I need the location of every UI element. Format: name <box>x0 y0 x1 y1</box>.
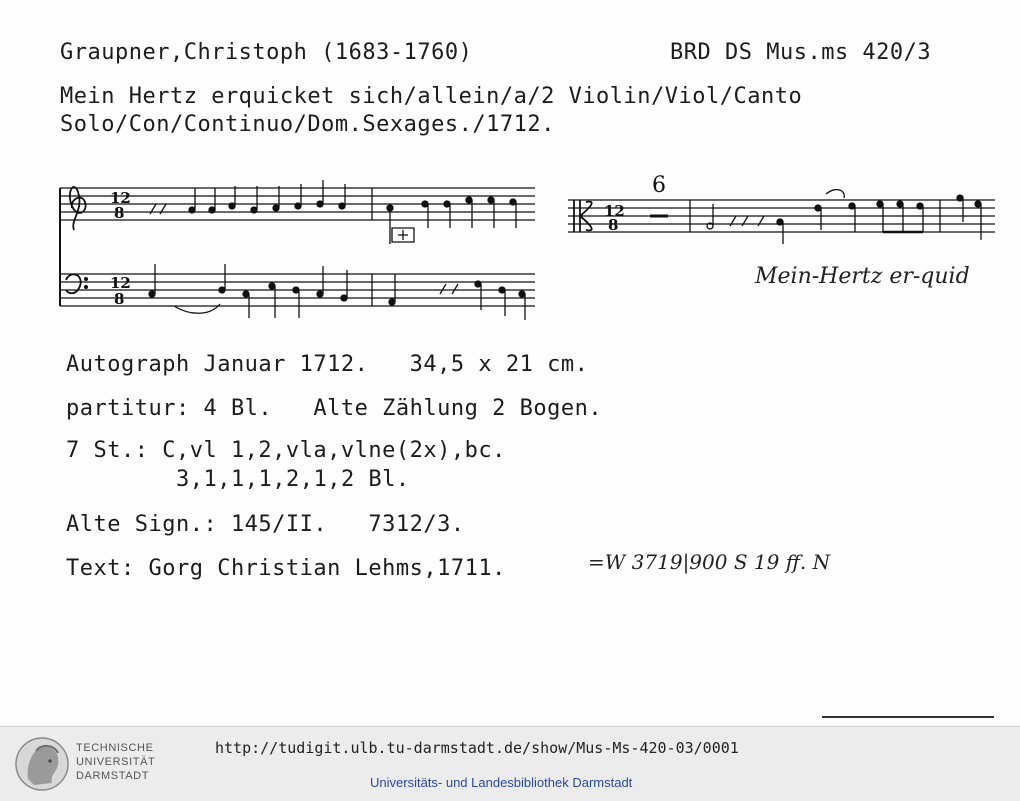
time-signature-bottom: 8 <box>114 204 125 222</box>
work-title-line-1: Mein Hertz erquicket sich/allein/a/2 Violin/Viol/Canto <box>60 84 803 109</box>
stimmen-info: 7 St.: C,vl 1,2,vla,vlne(2x),bc. <box>66 438 506 463</box>
divider-line <box>822 716 994 718</box>
music-incipit <box>0 170 1020 330</box>
treble-clef-icon <box>70 187 86 230</box>
university-name: TECHNISCHE UNIVERSITÄT DARMSTADT <box>76 742 156 782</box>
old-signature: Alte Sign.: 145/II. 7312/3. <box>66 512 465 537</box>
notes-staff-3 <box>650 190 981 244</box>
athena-head-icon <box>14 735 70 793</box>
staff-3 <box>568 200 995 232</box>
autograph-info: Autograph Januar 1712. 34,5 x 21 cm. <box>66 352 589 377</box>
notes-staff-2 <box>149 264 525 320</box>
handwritten-note: =W 3719|900 S 19 ff. N <box>588 550 831 574</box>
figured-bass-figure: 6 <box>652 173 666 198</box>
time-signature-top: 12 <box>110 274 131 292</box>
composer-header: Graupner,Christoph (1683-1760) <box>60 40 473 65</box>
library-name: Universitäts- und Landesbibliothek Darmstadt <box>370 775 633 790</box>
stimmen-counts: 3,1,1,1,2,1,2 Bl. <box>176 467 410 492</box>
time-signature-top: 12 <box>110 189 131 207</box>
shelfmark: BRD DS Mus.ms 420/3 <box>670 40 932 65</box>
text-author: Text: Gorg Christian Lehms,1711. <box>66 556 506 581</box>
incipit-lyrics: Mein-Hertz er-quid <box>755 264 970 289</box>
partitur-info: partitur: 4 Bl. Alte Zählung 2 Bogen. <box>66 396 603 421</box>
time-signature-bottom: 8 <box>114 290 125 308</box>
work-title-line-2: Solo/Con/Continuo/Dom.Sexages./1712. <box>60 112 555 137</box>
time-signature-top: 12 <box>604 202 625 220</box>
permalink-url[interactable]: http://tudigit.ulb.tu-darmstadt.de/show/Mus-Ms-420-03/0001 <box>215 739 739 757</box>
time-signature-bottom: 8 <box>608 216 619 234</box>
footer-bar <box>0 726 1020 801</box>
